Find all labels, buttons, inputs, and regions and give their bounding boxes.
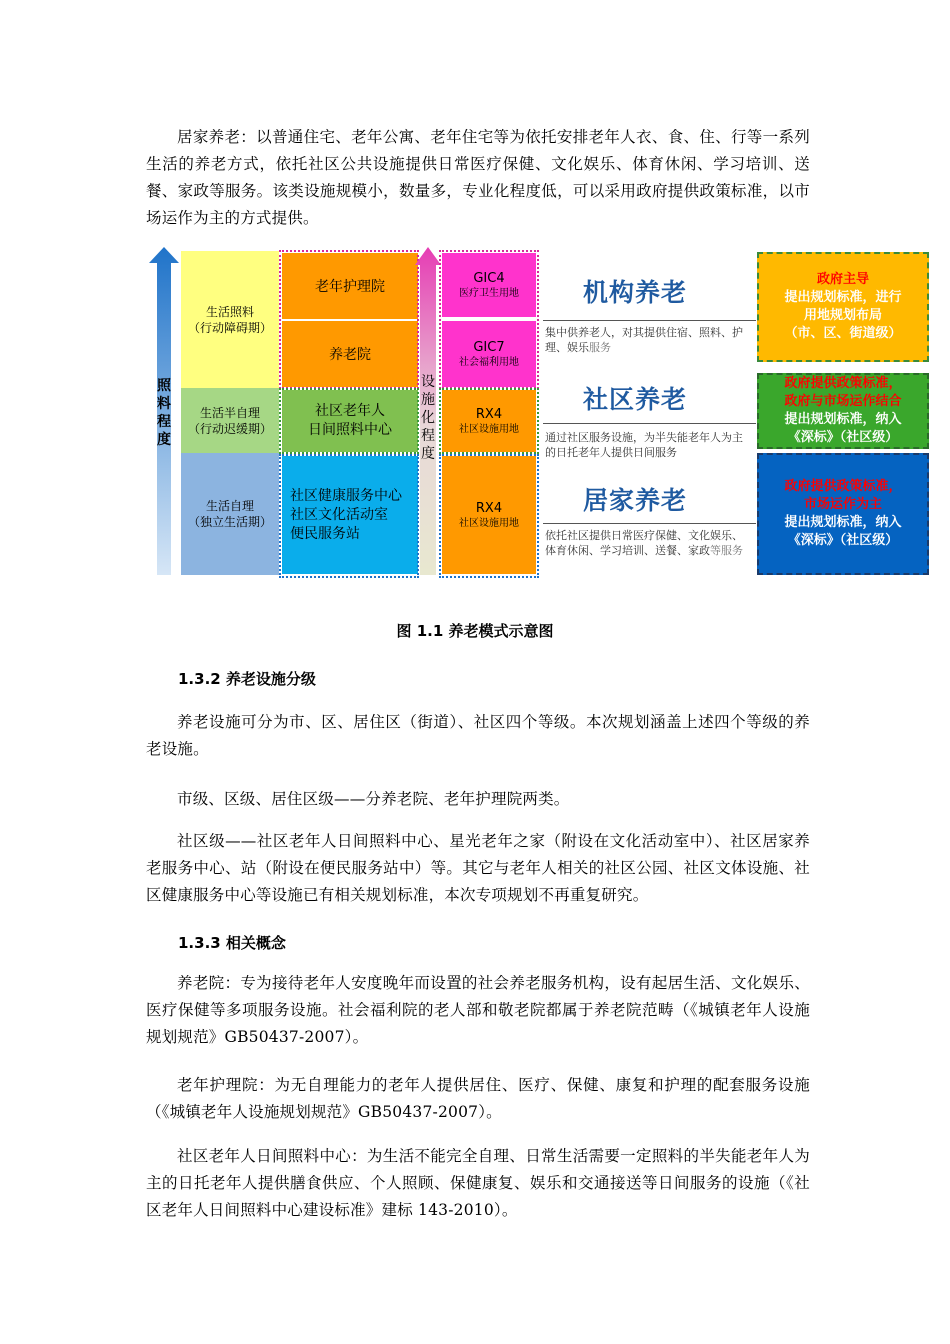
home-care-desc [545, 528, 751, 558]
day-care-label-1: 社区老年人 [315, 403, 385, 419]
mode-desc-text: 集中供养老人，对其提供住宿、照料、护理、娱乐 [545, 326, 743, 354]
divider-line [543, 423, 756, 424]
facility-degree-char: 度 [421, 446, 435, 462]
institutional-land-border [439, 250, 539, 389]
care-degree-char: 料 [157, 396, 171, 412]
paragraph: 老年护理院：为无自理能力的老年人提供居住、医疗、保健、康复和护理的配套服务设施（《城镇老年人设施规划规范》GB50437-2007）。 [146, 1076, 810, 1121]
mode-desc-text: 通过社区服务设施，为半失能老年人为主的日托老年人提供日间服务 [545, 431, 743, 459]
land-use-code: GIC4 [473, 270, 505, 286]
gov-role-line: 提出规划标准，纳入 [784, 515, 902, 530]
paragraph: 市级、区级、居住区级——分养老院、老年护理院两类。 [177, 790, 570, 808]
community-land-border [439, 388, 539, 454]
home-land-border [439, 454, 539, 578]
land-use-name: 社区设施用地 [459, 517, 519, 529]
community-service-label-1: 社区健康服务中心 [290, 487, 402, 504]
figure-caption: 图 1.1 养老模式示意图 [396, 622, 554, 640]
gov-role-line: 政府提供政策标准， [784, 479, 902, 494]
gov-role-line: （市、区、街道级） [784, 326, 902, 341]
paragraph: 养老院：专为接待老年人安度晚年而设置的社会养老服务机构，设有起居生活、文化娱乐、医疗保健等多项服务设施。社会福利院的老人部和敬老院都属于养老院范畴（《城镇老年人设施规划规范》GB50437-2007）。 [146, 974, 810, 1046]
land-use-name: 社会福利用地 [459, 356, 519, 368]
gov-role-line: 用地规划布局 [803, 308, 882, 323]
gov-role-line: 市场运作为主 [803, 497, 882, 512]
paragraph: 社区级——社区老年人日间照料中心、星光老年之家（附设在文化活动室中）、社区居家养老服务中心、站（附设在便民服务站中）等。其它与老年人相关的社区公园、社区文体设施、社区健康服务中心等设施已有相关规划标准，本次专项规划不再重复研究。 [146, 832, 810, 904]
divider-line [543, 320, 756, 321]
land-use-name: 社区设施用地 [459, 423, 519, 435]
gov-role-line: 《深标》（社区级） [787, 430, 899, 445]
day-care-label-2: 日间照料中心 [308, 422, 392, 438]
land-use-code: GIC7 [473, 339, 505, 355]
gov-role-line: 提出规划标准，进行 [784, 290, 902, 305]
section-heading: 1.3.3 相关概念 [178, 934, 286, 952]
facility-degree-char: 化 [421, 410, 435, 426]
land-use-name: 医疗卫生用地 [459, 287, 519, 299]
care-level-period: （行动迟缓期） [187, 421, 272, 436]
care-degree-char: 照 [157, 378, 171, 394]
divider-line [543, 523, 756, 524]
gov-role-line: 政府提供政策标准， [784, 376, 902, 391]
community-service-label-2: 社区文化活动室 [290, 506, 388, 523]
mode-desc-text: 依托社区提供日常医疗保健、文化娱乐、体育休闲、学习培训、送餐、家政 [545, 529, 743, 557]
care-degree-char: 度 [157, 432, 171, 448]
land-use-code: RX4 [475, 500, 503, 516]
care-level-label: 生活自理 [205, 499, 254, 513]
gov-box-home [757, 453, 929, 575]
home-facility-border [279, 454, 419, 578]
community-care-title: 社区养老 [583, 385, 688, 414]
institutional-care-desc [545, 325, 747, 355]
paragraph: 养老设施可分为市、区、居住区（街道）、社区四个等级。本次规划涵盖上述四个等级的养老设施。 [146, 713, 810, 758]
community-care-desc [545, 430, 750, 460]
gov-role-line: 政府主导 [816, 272, 869, 287]
elderly-care-mode-diagram [145, 245, 935, 585]
gov-box-institutional [757, 252, 929, 362]
institutional-care-title: 机构养老 [583, 278, 688, 307]
gov-role-line: 提出规划标准，纳入 [784, 412, 902, 427]
gov-role-line: 《深标》（社区级） [787, 533, 899, 548]
home-care-title: 居家养老 [583, 486, 688, 515]
land-use-code: RX4 [475, 406, 503, 422]
care-level-semi [181, 388, 279, 453]
facility-degree-char: 施 [421, 392, 435, 408]
gov-box-community [757, 373, 929, 449]
institutional-facility-border [279, 250, 419, 389]
care-degree-label [153, 377, 175, 449]
section-heading: 1.3.2 养老设施分级 [178, 670, 316, 688]
care-level-period: （行动障碍期） [187, 320, 272, 335]
nursing-home-label: 老年护理院 [315, 279, 385, 295]
community-facility-border [279, 388, 419, 454]
elderly-home-label: 养老院 [329, 347, 371, 363]
paragraph: 社区老年人日间照料中心：为生活不能完全自理、日常生活需要一定照料的半失能老年人为主的日托老年人提供膳食供应、个人照顾、保健康复、娱乐和交通接送等日间服务的设施（《社区老年人日间照料中心建设标准》建标 143-2010）。 [146, 1147, 810, 1219]
mode-desc-text-light: 服务 [589, 341, 611, 354]
facility-degree-label [417, 373, 439, 463]
care-level-dependent [181, 251, 279, 388]
intro-paragraph: 居家养老：以普通住宅、老年公寓、老年住宅等为依托安排老年人衣、食、住、行等一系列生活的养老方式，依托社区公共设施提供日常医疗保健、文化娱乐、体育休闲、学习培训、送餐、家政等服务。该类设施规模小，数量多，专业化程度低，可以采用政府提供政策标准，以市场运作为主的方式提供。 [146, 128, 810, 227]
facility-degree-char: 程 [421, 428, 435, 444]
care-level-independent [181, 453, 279, 575]
facility-degree-char: 设 [421, 374, 435, 390]
care-level-label: 生活半自理 [199, 405, 260, 420]
care-degree-char: 程 [157, 414, 171, 430]
community-service-label-3: 便民服务站 [290, 525, 360, 542]
care-level-label: 生活照料 [205, 304, 254, 319]
care-level-period: （独立生活期） [187, 515, 272, 529]
mode-desc-text-light: 等服务 [710, 544, 743, 557]
gov-role-line: 政府与市场运作结合 [784, 394, 902, 409]
